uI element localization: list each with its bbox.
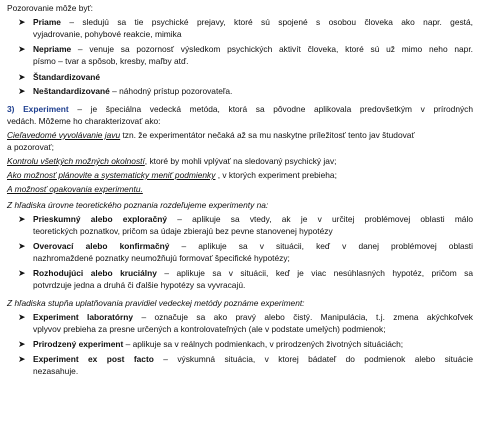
nepriame-desc-2: písmo – tvar a spôsob, kresby, maľby atď. xyxy=(33,56,189,66)
ex-post-facto-desc-2: nezasahuje. xyxy=(33,366,79,376)
term-nepriame: Nepriame xyxy=(33,44,72,54)
term-overovaci: Overovací alebo konfirmačný xyxy=(33,241,170,251)
list-item-rozhodujuci xyxy=(33,267,473,279)
laboratorny-desc-1: – označuje sa ako pravý alebo čistý. Manipulácia, t.j. zmena akýchkoľvek xyxy=(133,312,473,322)
rozhodujuci-desc-1: – aplikuje sa v situácii, keď je viac nesúhlasných hypotéz, pričom sa xyxy=(156,268,473,278)
term-standardizovane: Štandardizované xyxy=(33,72,101,82)
experiment-desc-1: – je špeciálna vedecká metóda, ktorá sa pôvodne aplikovala predovšetkým v prírodných xyxy=(68,104,474,114)
experiment-definition xyxy=(7,103,473,115)
prieskumny-desc-1: – aplikuje sa vtedy, ak je v určitej problémovej oblasti málo xyxy=(167,214,473,224)
list-item-ex-post-facto xyxy=(33,353,473,365)
bullet-arrow-icon: ➤ xyxy=(18,268,26,278)
section-heading-theory: Z hľadiska úrovne teoretického poznania rozdeľujeme experimenty na: xyxy=(7,200,269,210)
term-priame: Priame xyxy=(33,17,61,27)
bullet-arrow-icon: ➤ xyxy=(18,17,26,27)
characteristic-2-desc: , ktoré by mohli vplývať na sledovaný psychický jav; xyxy=(144,156,337,166)
nestandardizovane-desc: – náhodný prístup pozorovateľa. xyxy=(109,86,233,96)
term-experiment: Experiment xyxy=(23,104,69,114)
characteristic-3 xyxy=(7,169,337,181)
priame-desc-2: vyjadrovanie, pohybové reakcie, mimika xyxy=(33,29,182,39)
bullet-arrow-icon: ➤ xyxy=(18,339,26,349)
characteristic-2-term: Kontrolu všetkých možných okolností xyxy=(7,156,145,166)
prirodzeny-desc: – aplikuje sa v reálnych podmienkach, v prirodzených životných situáciách; xyxy=(123,339,404,349)
bullet-arrow-icon: ➤ xyxy=(18,86,26,96)
bullet-arrow-icon: ➤ xyxy=(18,72,26,82)
rozhodujuci-desc-2: potvrdzuje jedna a druhá či ďalšie hypotézy sa vyvracajú. xyxy=(33,280,246,290)
bullet-arrow-icon: ➤ xyxy=(18,214,26,224)
characteristic-1 xyxy=(7,129,415,141)
term-ex-post-facto: Experiment ex post facto xyxy=(33,354,154,364)
term-prieskumny: Prieskumný alebo exploračný xyxy=(33,214,168,224)
list-item-priame xyxy=(33,16,473,28)
characteristic-1-cont: a pozorovať; xyxy=(7,142,54,152)
prieskumny-desc-2: teoretických poznatkov, pričom sa údaje zbierajú bez pevne stanovenej hypotézy xyxy=(33,226,333,236)
characteristic-1-desc: tzn. že experimentátor nečaká až sa mu naskytne príležitosť tento jav študovať xyxy=(120,130,415,140)
section-heading-rules: Z hľadiska stupňa uplatňovania pravidiel vedeckej metódy poznáme experiment: xyxy=(7,298,305,308)
characteristic-3-term: Ako možnosť plánovite a systematicky meniť podmienky xyxy=(7,170,216,180)
characteristic-3-desc: , v ktorých experiment prebieha; xyxy=(215,170,337,180)
priame-desc-1: – sledujú sa tie psychické prejavy, ktoré sú spojené s osobou človeka ako napr. gestá, xyxy=(60,17,473,27)
characteristic-1-term: Cieľavedomé vyvolávanie javu xyxy=(7,130,121,140)
nepriame-desc-1: – venuje sa pozornosť výsledkom psychických aktivít človeka, ktoré sú už mimo neho napr. xyxy=(71,44,473,54)
term-laboratorny: Experiment laboratórny xyxy=(33,312,134,322)
bullet-arrow-icon: ➤ xyxy=(18,354,26,364)
list-item-overovaci xyxy=(33,240,473,252)
bullet-arrow-icon: ➤ xyxy=(18,241,26,251)
list-item-prieskumny xyxy=(33,213,473,225)
bullet-arrow-icon: ➤ xyxy=(18,44,26,54)
list-item-nestandardizovane xyxy=(33,85,232,97)
intro-text: Pozorovanie môže byť: xyxy=(7,3,94,13)
bullet-arrow-icon: ➤ xyxy=(18,312,26,322)
overovaci-desc-1: – aplikuje sa v situácii, keď v danej problémovej oblasti xyxy=(169,241,473,251)
characteristic-4: A možnosť opakovania experimentu. xyxy=(7,184,143,194)
overovaci-desc-2: nazhromaždené poznatky neumožňujú formovať špecifické hypotézy; xyxy=(33,253,290,263)
experiment-desc-2: vedách. Môžeme ho charakterizovať ako: xyxy=(7,116,161,126)
list-item-laboratorny xyxy=(33,311,473,323)
ex-post-facto-desc-1: – výskumná situácia, v ktorej bádateľ do podmienok alebo situácie xyxy=(153,354,474,364)
list-item-nepriame xyxy=(33,43,473,55)
term-rozhodujuci: Rozhodujúci alebo kruciálny xyxy=(33,268,157,278)
term-nestandardizovane: Neštandardizované xyxy=(33,86,110,96)
laboratorny-desc-2: vplyvov prebieha za presne určených a kontrolovateľných (ale v podstate umelých) podmienok; xyxy=(33,324,386,334)
term-prirodzeny: Prirodzený experiment xyxy=(33,339,124,349)
list-item-prirodzeny xyxy=(33,338,403,350)
characteristic-2 xyxy=(7,155,336,167)
section-number: 3) xyxy=(7,104,15,114)
